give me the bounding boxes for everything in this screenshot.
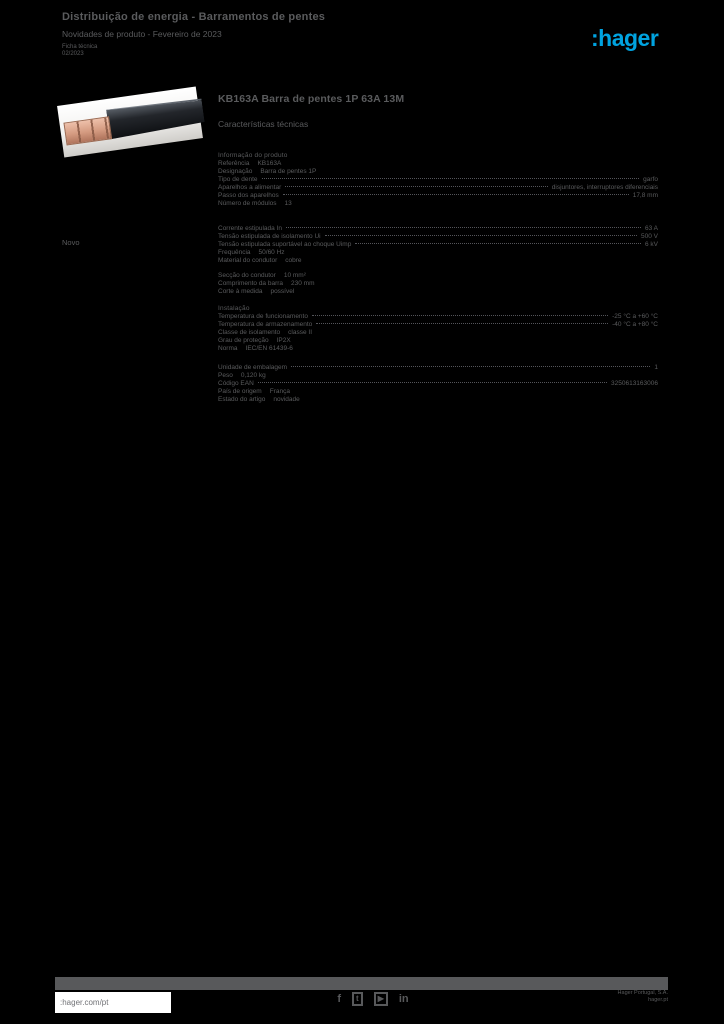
spec-value: classe II [288, 329, 312, 336]
spec-value: 63 A [644, 225, 658, 232]
spec-row [218, 241, 658, 249]
spec-row [218, 225, 658, 233]
spec-row [218, 176, 658, 184]
spec-row [218, 160, 658, 168]
footer-divider-band [55, 977, 668, 990]
header [62, 11, 325, 58]
spec-value: novidade [273, 396, 300, 403]
dotted-leader [258, 382, 607, 383]
spec-label: País de origem [218, 388, 262, 395]
spec-label: Tensão estipulada suportável ao choque Uimp [218, 241, 352, 248]
spec-label: Corte à medida [218, 288, 263, 295]
spec-label: Classe de isolamento [218, 329, 281, 336]
spec-value: IEC/EN 61439-6 [245, 345, 293, 352]
spec-label: Material do condutor [218, 257, 278, 264]
spec-value: 3250613163006 [611, 380, 658, 387]
spec-row [218, 396, 658, 404]
spec-group-general [218, 152, 658, 208]
spec-value: 0,120 kg [240, 372, 266, 379]
spec-value: Barra de pentes 1P [260, 168, 317, 175]
spec-row [218, 388, 658, 396]
facebook-icon[interactable]: f [337, 993, 342, 1005]
spec-value: 1 [654, 364, 658, 371]
spec-value: -40 °C a +80 °C [612, 321, 658, 328]
dotted-leader [262, 178, 640, 179]
spec-row [218, 305, 658, 313]
linkedin-icon[interactable]: in [398, 993, 409, 1005]
footer-publisher-line2: hager.pt [648, 997, 668, 1003]
spec-row [218, 233, 658, 241]
spec-row [218, 280, 658, 288]
spec-row [218, 345, 658, 353]
spec-row [218, 372, 658, 380]
website-link[interactable]: :hager.com/pt [55, 992, 171, 1013]
product-title: KB163A Barra de pentes 1P 63A 13M [218, 93, 405, 105]
spec-label: Estado do artigo [218, 396, 266, 403]
spec-row [218, 321, 658, 329]
spec-row [218, 184, 658, 192]
spec-label: Número de módulos [218, 200, 277, 207]
dotted-leader [316, 323, 608, 324]
spec-row [218, 337, 658, 345]
spec-value: 6 kV [644, 241, 658, 248]
dotted-leader [291, 366, 650, 367]
spec-label: Instalação [218, 305, 250, 312]
tech-data-heading: Características técnicas [218, 119, 309, 129]
twitter-icon[interactable]: t [352, 992, 363, 1006]
copper-fork-teeth [63, 116, 112, 145]
spec-value: KB163A [257, 160, 282, 167]
new-badge: Novo [62, 238, 80, 247]
header-category: Distribuição de energia - Barramentos de pentes [62, 11, 326, 23]
spec-value: garfo [643, 176, 658, 183]
header-subcategory: Novidades de produto - Fevereiro de 2023 [62, 29, 222, 39]
spec-value: 50/60 Hz [258, 249, 285, 256]
spec-group-installation [218, 305, 658, 353]
spec-label: Grau de proteção [218, 337, 269, 344]
spec-row [218, 168, 658, 176]
dotted-leader [286, 227, 641, 228]
youtube-icon[interactable]: ▶ [374, 992, 388, 1006]
spec-row [218, 257, 658, 265]
spec-value: 17,8 mm [632, 192, 658, 199]
header-meta-line1: Ficha técnica [62, 44, 98, 50]
spec-row [218, 380, 658, 388]
spec-label: Informação do produto [218, 152, 288, 159]
spec-group-electrical [218, 225, 658, 265]
hager-logo: :hager [591, 25, 659, 51]
dotted-leader [283, 194, 629, 195]
spec-label: Comprimento da barra [218, 280, 284, 287]
spec-value: -25 °C a +60 °C [612, 313, 658, 320]
spec-value: disjuntores, interruptores diferenciais [551, 184, 658, 191]
spec-row [218, 329, 658, 337]
spec-label: Tensão estipulada de isolamento Ui [218, 233, 321, 240]
spec-label: Peso [218, 372, 233, 379]
spec-row [218, 152, 658, 160]
spec-label: Norma [218, 345, 238, 352]
header-meta-line2: 02/2023 [62, 51, 84, 57]
spec-group-dimensions [218, 272, 658, 296]
footer-social-icons [308, 990, 438, 1008]
spec-label: Tipo de dente [218, 176, 258, 183]
spec-value: 500 V [641, 233, 658, 240]
insulation-sleeve [106, 96, 205, 139]
spec-value: cobre [285, 257, 302, 264]
spec-label: Frequência [218, 249, 251, 256]
dotted-leader [325, 235, 637, 236]
dotted-leader [355, 243, 641, 244]
spec-row [218, 192, 658, 200]
footer-publisher [618, 990, 668, 1004]
spec-row [218, 364, 658, 372]
spec-value: 10 mm² [283, 272, 306, 279]
dotted-leader [285, 186, 548, 187]
footer-publisher-line1: Hager Portugal, S.A. [617, 990, 668, 996]
spec-row [218, 288, 658, 296]
spec-label: Referência [218, 160, 250, 167]
spec-label: Temperatura de funcionamento [218, 313, 308, 320]
spec-row [218, 313, 658, 321]
spec-label: Código EAN [218, 380, 254, 387]
spec-row [218, 272, 658, 280]
product-photo [58, 90, 208, 154]
spec-value: 230 mm [291, 280, 315, 287]
spec-value: possível [270, 288, 295, 295]
dotted-leader [312, 315, 608, 316]
product-content [218, 93, 658, 404]
spec-value: França [269, 388, 290, 395]
spec-label: Temperatura de armazenamento [218, 321, 313, 328]
spec-row [218, 200, 658, 208]
spec-label: Corrente estipulada In [218, 225, 282, 232]
spec-value: 13 [284, 200, 292, 207]
header-meta [62, 44, 325, 58]
spec-label: Passo dos aparelhos [218, 192, 279, 199]
spec-label: Secção do condutor [218, 272, 276, 279]
spec-label: Unidade de embalagem [218, 364, 288, 371]
busbar-image [60, 90, 207, 153]
spec-group-logistics [218, 364, 658, 404]
spec-label: Designação [218, 168, 253, 175]
spec-value: IP2X [276, 337, 291, 344]
spec-row [218, 249, 658, 257]
spec-label: Aparelhos a alimentar [218, 184, 282, 191]
